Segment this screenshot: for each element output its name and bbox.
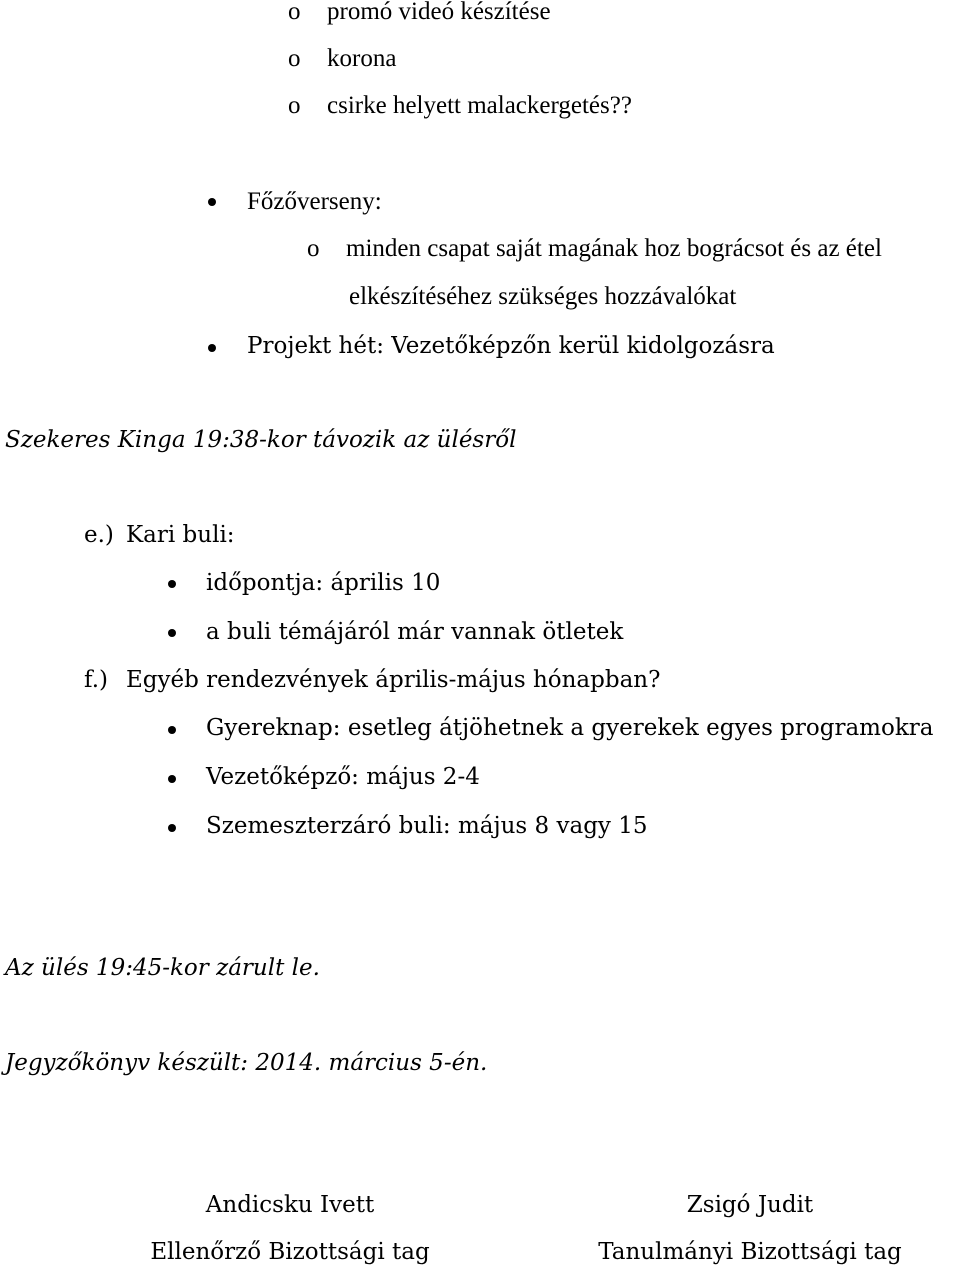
signature-role-left: Ellenőrző Bizottsági tag <box>150 1239 430 1265</box>
bullet-icon <box>208 344 216 352</box>
list-marker: o <box>288 45 301 72</box>
section-e-title: Kari buli: <box>126 522 235 548</box>
signature-role-right: Tanulmányi Bizottsági tag <box>598 1239 902 1265</box>
bullet-icon <box>168 629 176 637</box>
departure-note: Szekeres Kinga 19:38-kor távozik az ülésről <box>5 427 517 453</box>
list-item-korona: korona <box>327 45 397 72</box>
fozoverseny-detail-line2: elkészítéséhez szükséges hozzávalókat <box>349 283 737 310</box>
bullet-icon <box>168 824 176 832</box>
list-marker: o <box>307 235 320 262</box>
list-marker: o <box>288 92 301 119</box>
section-f-item-vezetokepzo: Vezetőképző: május 2-4 <box>206 764 480 790</box>
section-f-title: Egyéb rendezvények április-május hónapban? <box>126 667 661 693</box>
section-e-item-ideas: a buli témájáról már vannak ötletek <box>206 619 624 645</box>
bullet-icon <box>168 726 176 734</box>
section-f-item-gyereknap: Gyereknap: esetleg átjöhetnek a gyerekek egyes programokra <box>206 715 934 741</box>
closing-note: Az ülés 19:45-kor zárult le. <box>5 955 320 981</box>
list-item-promo-video: promó videó készítése <box>327 0 551 25</box>
bullet-icon <box>168 580 176 588</box>
signature-name-left: Andicsku Ivett <box>205 1192 375 1218</box>
section-e-label: e.) <box>84 522 114 548</box>
list-marker: o <box>288 0 301 25</box>
fozoverseny-label: Főzőverseny: <box>247 188 382 215</box>
fozoverseny-detail-line1: minden csapat saját magának hoz bográcsot és az étel <box>346 235 882 262</box>
section-e-item-date: időpontja: április 10 <box>206 570 441 596</box>
list-item-malackergetes: csirke helyett malackergetés?? <box>327 92 632 119</box>
section-f-item-szemeszterzaro: Szemeszterzáró buli: május 8 vagy 15 <box>206 813 648 839</box>
bullet-icon <box>208 198 216 206</box>
projekt-het-item: Projekt hét: Vezetőképzőn kerül kidolgozásra <box>247 333 775 359</box>
minutes-date: Jegyzőkönyv készült: 2014. március 5-én. <box>5 1050 488 1076</box>
section-f-label: f.) <box>84 667 108 693</box>
signature-name-right: Zsigó Judit <box>686 1192 814 1218</box>
bullet-icon <box>168 775 176 783</box>
